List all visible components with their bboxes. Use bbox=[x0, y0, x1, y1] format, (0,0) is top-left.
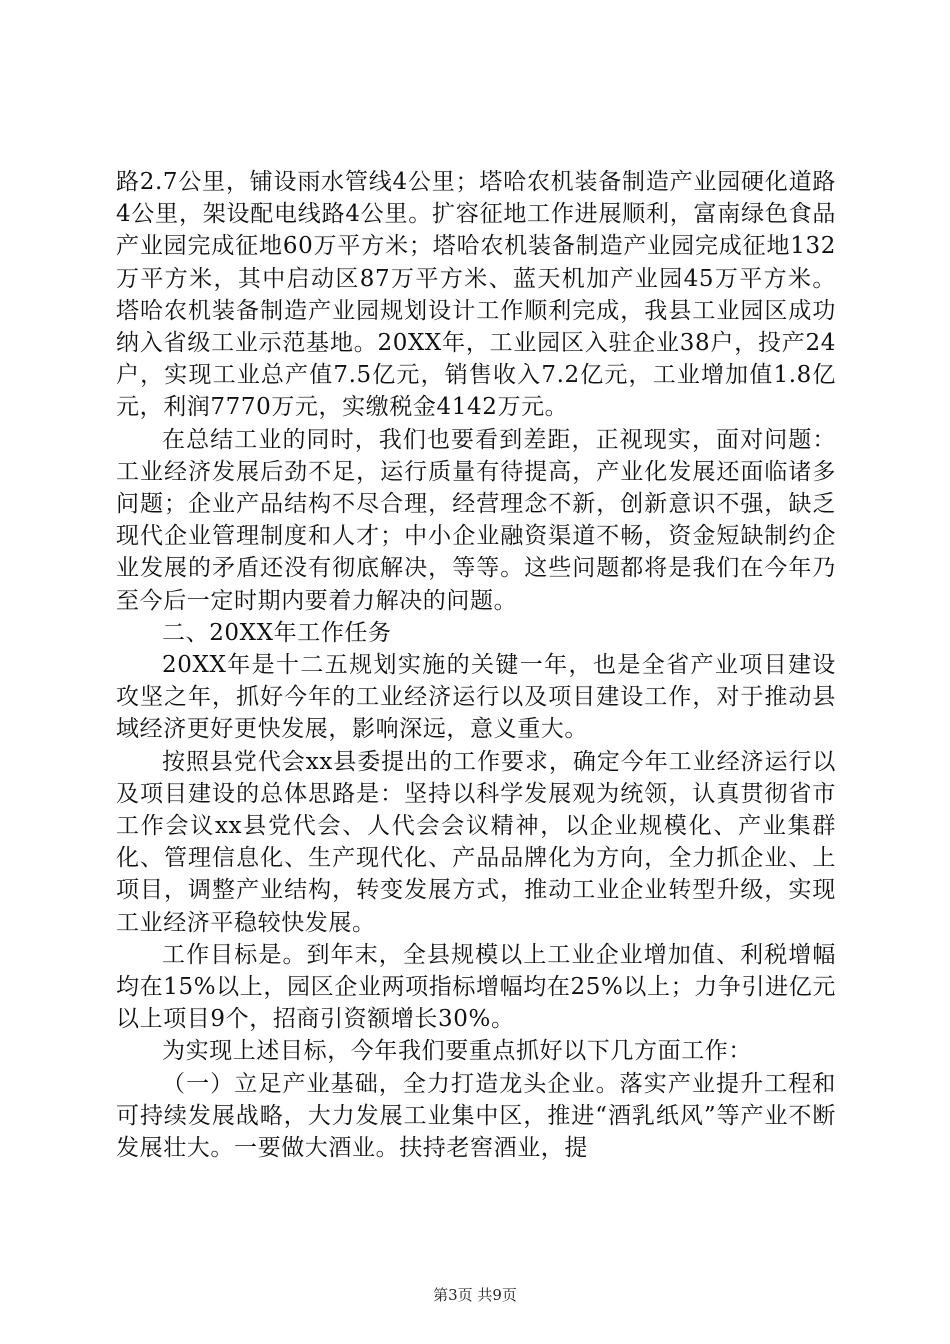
paragraph-5: 工作目标是。到年末，全县规模以上工业企业增加值、利税增幅均在15%以上，园区企业两项指标增幅均在25%以上；力争引进亿元以上项目9个，招商引资额增长30%。 bbox=[116, 941, 836, 1033]
paragraph-4: 按照县党代会xx县委提出的工作要求，确定今年工业经济运行以及项目建设的总体思路是：坚持以科学发展观为统领，认真贯彻省市工作会议xx县党代会、人代会会议精神，以企业规模化、产业集群化、管理信息化、生产现代化、产品品牌化为方向，全力抓企业、上项目，调整产业结构，转变发展方式，推动工业企业转型升级，实现工业经济平稳较快发展。 bbox=[116, 748, 836, 936]
section-heading: 二、20XX年工作任务 bbox=[162, 619, 392, 646]
paragraph-2: 在总结工业的同时，我们也要看到差距，正视现实，面对问题：工业经济发展后劲不足，运行质量有待提高，产业化发展还面临诸多问题；企业产品结构不尽合理，经营理念不新，创新意识不强，缺乏现代企业管理制度和人才；中小企业融资渠道不畅，资金短缺制约企业发展的矛盾还没有彻底解决，等等。这些问题都将是我们在今年乃至今后一定时期内要着力解决的问题。 bbox=[116, 426, 836, 614]
paragraph-6: 为实现上述目标，今年我们要重点抓好以下几方面工作： bbox=[162, 1038, 752, 1065]
paragraph-7: （一）立足产业基础，全力打造龙头企业。落实产业提升工程和可持续发展战略，大力发展工业集中区，推进“酒乳纸风”等产业不断发展壮大。一要做大酒业。扶持老窖酒业，提 bbox=[116, 1070, 836, 1162]
document-body bbox=[116, 166, 836, 1164]
page-footer: 第3页 共9页 bbox=[433, 1286, 517, 1304]
paragraph-3: 20XX年是十二五规划实施的关键一年，也是全省产业项目建设攻坚之年，抓好今年的工业经济运行以及项目建设工作，对于推动县域经济更好更快发展，影响深远，意义重大。 bbox=[116, 652, 836, 743]
paragraph-1: 路2.7公里，铺设雨水管线4公里；塔哈农机装备制造产业园硬化道路4公里，架设配电线路4公里。扩容征地工作进展顺利，富南绿色食品产业园完成征地60万平方米；塔哈农机装备制造产业园完成征地132万平方米，其中启动区87万平方米、蓝天机加产业园45万平方米。塔哈农机装备制造产业园规划设计工作顺利完成，我县工业园区成功纳入省级工业示范基地。20XX年，工业园区入驻企业38户，投产24户，实现工业总产值7.5亿元，销售收入7.2亿元，工业增加值1.8亿元，利润7770万元，实缴税金4142万元。 bbox=[116, 169, 836, 421]
